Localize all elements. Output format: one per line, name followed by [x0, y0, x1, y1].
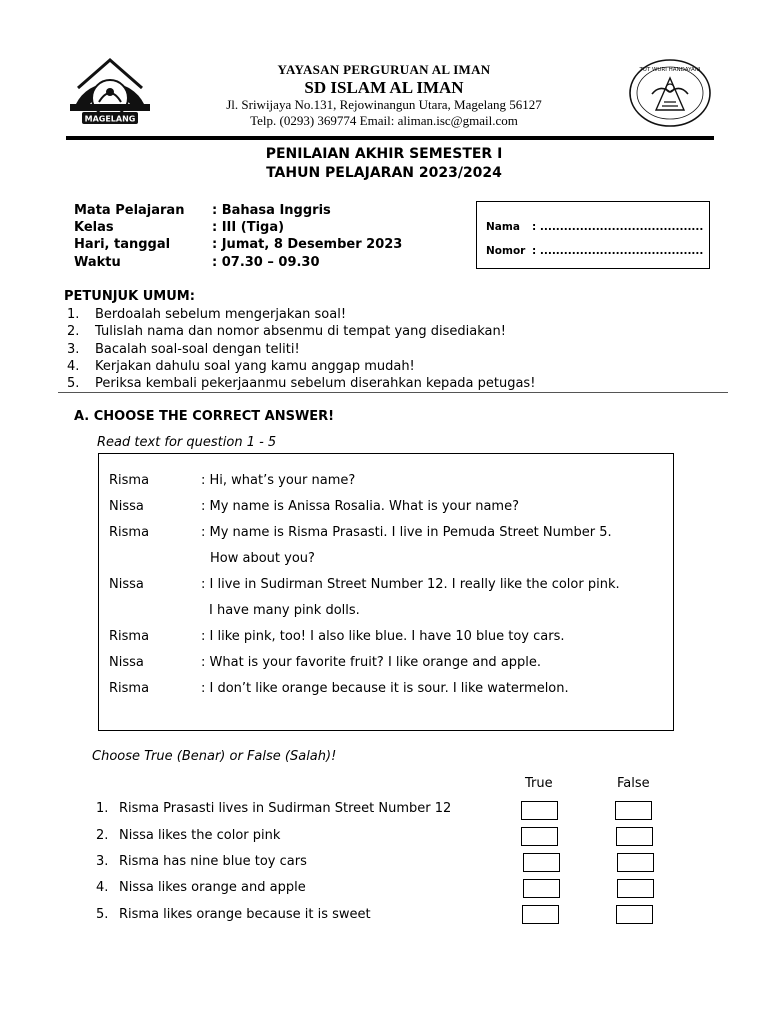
instruction-item: 3. Bacalah soal-soal dengan teliti!	[67, 342, 300, 357]
dialogue-speaker: Risma	[109, 681, 150, 696]
instruction-item: 1. Berdoalah sebelum mengerjakan soal!	[67, 307, 347, 322]
info-value: : III (Tiga)	[212, 220, 285, 235]
info-value: : Jumat, 8 Desember 2023	[212, 237, 403, 252]
dialogue-line: : My name is Anissa Rosalia. What is your name?	[201, 499, 519, 514]
info-key: Hari, tanggal	[74, 237, 171, 252]
logo-right-text: TUT WURI HANDAYANI	[639, 67, 701, 73]
question-item: 2. Nissa likes the color pink	[96, 828, 281, 843]
identity-blank: : .........................................	[532, 221, 704, 233]
dialogue-speaker: Risma	[109, 525, 150, 540]
dialogue-line: : What is your favorite fruit? I like orange and apple.	[201, 655, 542, 670]
question-item: 5. Risma likes orange because it is sweet	[96, 907, 371, 922]
dialogue-speaker: Nissa	[109, 499, 144, 514]
school-name: SD ISLAM AL IMAN	[304, 78, 464, 97]
question-item: 4. Nissa likes orange and apple	[96, 880, 306, 895]
false-answer-box-3[interactable]	[617, 853, 654, 872]
instruction-item: 2. Tulislah nama dan nomor absenmu di tempat yang disediakan!	[67, 324, 506, 339]
dialogue-line: : I live in Sudirman Street Number 12. I really like the color pink.	[201, 577, 620, 592]
false-answer-box-1[interactable]	[615, 801, 652, 820]
false-answer-box-5[interactable]	[616, 905, 653, 924]
true-answer-box-1[interactable]	[521, 801, 558, 820]
dialogue-line: How about you?	[210, 551, 315, 566]
info-value: : 07.30 – 09.30	[212, 255, 320, 270]
instructions-heading: PETUNJUK UMUM:	[64, 289, 195, 304]
true-answer-box-3[interactable]	[523, 853, 560, 872]
dialogue-line: : Hi, what’s your name?	[201, 473, 356, 488]
name-field[interactable]	[486, 221, 703, 233]
true-answer-box-2[interactable]	[521, 827, 558, 846]
info-key: Kelas	[74, 220, 114, 235]
header-divider	[66, 136, 714, 140]
instruction-item: 4. Kerjakan dahulu soal yang kamu anggap mudah!	[67, 359, 415, 374]
dialogue-speaker: Nissa	[109, 655, 144, 670]
true-answer-box-5[interactable]	[522, 905, 559, 924]
dialogue-speaker: Nissa	[109, 577, 144, 592]
true-column-header: True	[525, 776, 553, 791]
info-row	[74, 220, 284, 235]
identity-blank: : .........................................	[532, 245, 704, 257]
logo-left-bottom-text: MAGELANG	[84, 114, 136, 124]
identity-box	[476, 201, 710, 269]
dialogue-line: : I like pink, too! I also like blue. I have 10 blue toy cars.	[201, 629, 565, 644]
info-row	[74, 237, 402, 252]
info-row	[74, 203, 331, 218]
question-item: 3. Risma has nine blue toy cars	[96, 854, 307, 869]
school-contact: Telp. (0293) 369774 Email: aliman.isc@gmail.com	[250, 113, 518, 128]
false-column-header: False	[617, 776, 650, 791]
dialogue-box	[98, 453, 674, 731]
dialogue-line: : My name is Risma Prasasti. I live in Pemuda Street Number 5.	[201, 525, 612, 540]
info-key: Mata Pelajaran	[74, 203, 185, 218]
dialogue-speaker: Risma	[109, 629, 150, 644]
instructions-divider	[58, 392, 728, 393]
info-value: : Bahasa Inggris	[212, 203, 331, 218]
instruction-item: 5. Periksa kembali pekerjaanmu sebelum diserahkan kepada petugas!	[67, 376, 536, 391]
tf-instruction: Choose True (Benar) or False (Salah)!	[92, 749, 337, 764]
foundation-name: YAYASAN PERGURUAN AL IMAN	[277, 62, 491, 77]
exam-year: TAHUN PELAJARAN 2023/2024	[266, 165, 502, 181]
dialogue-line: I have many pink dolls.	[209, 603, 360, 618]
section-a-heading: A. CHOOSE THE CORRECT ANSWER!	[74, 409, 335, 424]
true-answer-box-4[interactable]	[523, 879, 560, 898]
read-note: Read text for question 1 - 5	[97, 435, 277, 450]
identity-key: Nama	[486, 221, 520, 233]
exam-title: PENILAIAN AKHIR SEMESTER I	[265, 146, 503, 162]
dialogue-line: : I don’t like orange because it is sour. I like watermelon.	[201, 681, 569, 696]
false-answer-box-2[interactable]	[616, 827, 653, 846]
number-field[interactable]	[486, 245, 703, 257]
question-item: 1. Risma Prasasti lives in Sudirman Street Number 12	[96, 801, 452, 816]
identity-key: Nomor	[486, 245, 526, 257]
info-row	[74, 255, 320, 270]
school-address: Jl. Sriwijaya No.131, Rejowinangun Utara, Magelang 56127	[226, 97, 542, 112]
false-answer-box-4[interactable]	[617, 879, 654, 898]
dialogue-speaker: Risma	[109, 473, 150, 488]
info-key: Waktu	[74, 255, 121, 270]
